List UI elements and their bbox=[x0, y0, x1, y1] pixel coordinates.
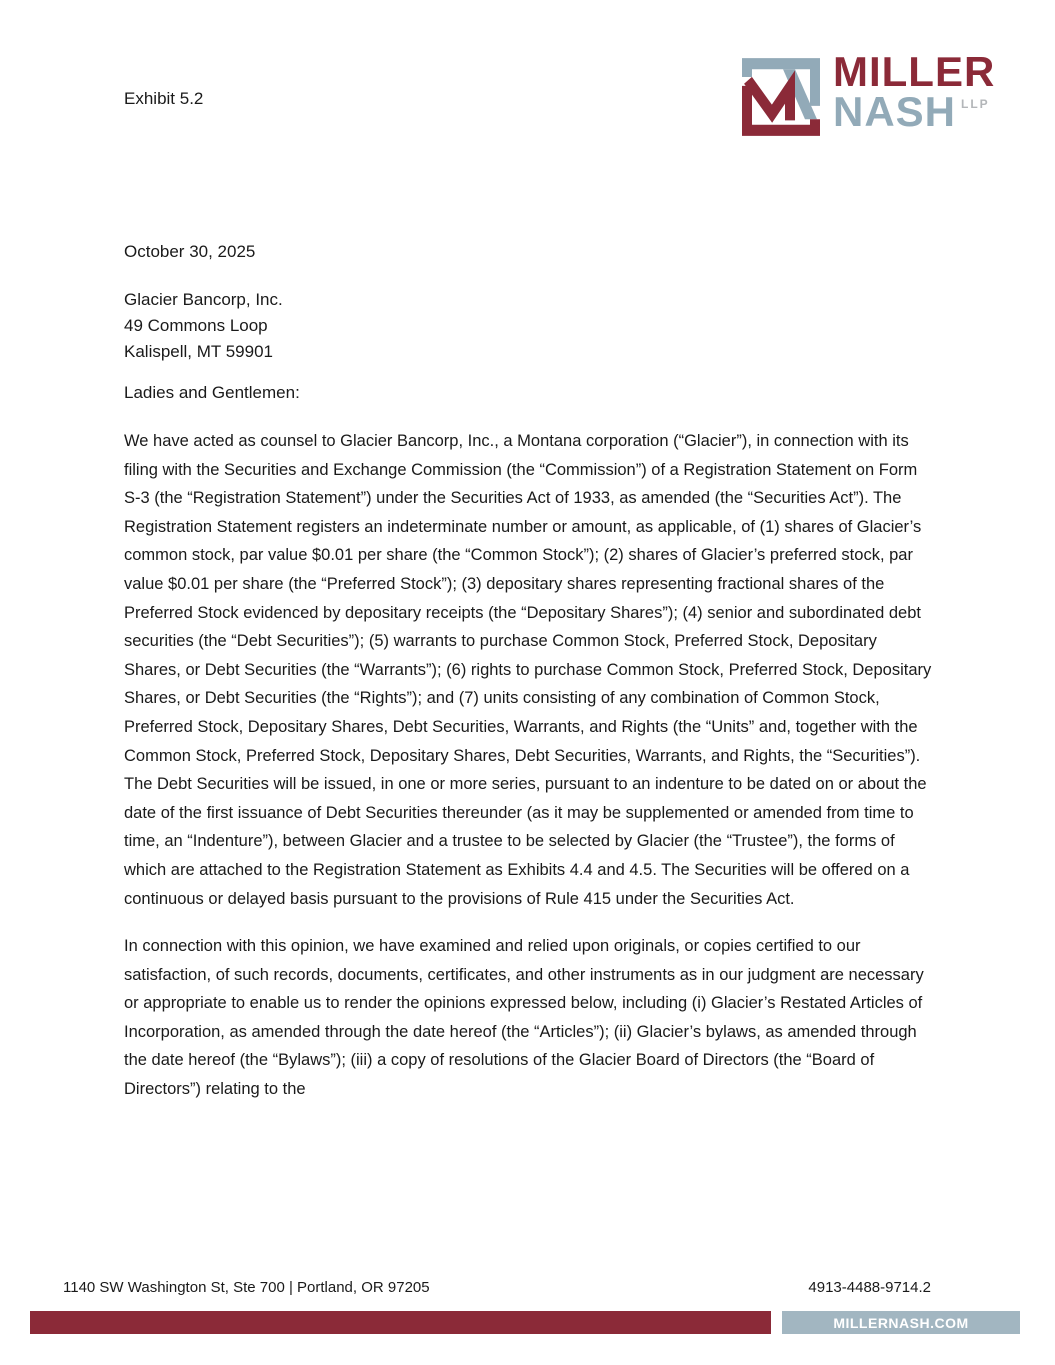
logo-word-nash: NASH bbox=[833, 88, 957, 135]
logo-row-nash bbox=[833, 88, 995, 142]
recipient-city-state-zip: Kalispell, MT 59901 bbox=[124, 342, 273, 361]
body-paragraph-2: In connection with this opinion, we have examined and relied upon originals, or copies certified to our satisfaction, of such records, documents, certificates, and other instruments as in our judgment are necessary or appropriate to enable us to render the opinions expressed below, including (i) Glacier’s Restated Articles of Incorporation, as amended through the date hereof (the “Articles”); (ii) Glacier’s bylaws, as amended through the date hereof (the “Bylaws”); (iii) a copy of resolutions of the Glacier Board of Directors (the “Board of Directors”) relating to the bbox=[124, 937, 924, 1099]
footer-document-number: 4913-4488-9714.2 bbox=[808, 1279, 931, 1296]
recipient-address-block bbox=[124, 287, 283, 365]
logo-word-miller: MILLER bbox=[833, 48, 996, 95]
miller-nash-logo bbox=[741, 48, 996, 142]
letter-date: October 30, 2025 bbox=[124, 242, 256, 261]
salutation: Ladies and Gentlemen: bbox=[124, 383, 300, 402]
miller-nash-monogram-icon bbox=[741, 57, 821, 137]
letter-body bbox=[124, 427, 936, 1123]
logo-suffix-llp: LLP bbox=[961, 97, 990, 111]
recipient-name: Glacier Bancorp, Inc. bbox=[124, 290, 283, 309]
exhibit-label: Exhibit 5.2 bbox=[124, 89, 204, 108]
footer-red-bar bbox=[30, 1311, 771, 1334]
footer-office-address: 1140 SW Washington St, Ste 700 | Portland, OR 97205 bbox=[63, 1279, 430, 1296]
body-paragraph-1: We have acted as counsel to Glacier Bancorp, Inc., a Montana corporation (“Glacier”), in connection with its filing with the Securities and Exchange Commission (the “Commission”) of a Registration Statement on Form S-3 (the “Registration Statement”) under the Securities Act of 1933, as amended (the “Securities Act”). The Registration Statement registers an indeterminate number or amount, as applicable, of (1) shares of Glacier’s common stock, par value $0.01 per share (the “Common Stock”); (2) shares of Glacier’s preferred stock, par value $0.01 per share (the “Preferred Stock”); (3) depositary shares representing fractional shares of the Preferred Stock evidenced by depositary receipts (the “Depositary Shares”); (4) senior and subordinated debt securities (the “Debt Securities”); (5) warrants to purchase Common Stock, Preferred Stock, Depositary Shares, or Debt Securities (the “Warrants”); (6) rights to purchase Common Stock, Preferred Stock, Depositary Shares, or Debt Securities (the “Rights”); and (7) units consisting of any combination of Common Stock, Preferred Stock, Depositary Shares, Debt Securities, Warrants, and Rights (the “Units” and, together with the Common Stock, Preferred Stock, Depositary Shares, Debt Securities, Warrants, and Rights, the “Securities”). The Debt Securities will be issued, in one or more series, pursuant to an indenture to be dated on or about the date of the first issuance of Debt Securities thereunder (as it may be supplemented or amended from time to time, an “Indenture”), between Glacier and a trustee to be selected by Glacier (the “Trustee”), the forms of which are attached to the Registration Statement as Exhibits 4.4 and 4.5. The Securities will be offered on a continuous or delayed basis pursuant to the provisions of Rule 415 under the Securities Act. bbox=[124, 432, 932, 908]
logo-wordmark bbox=[833, 48, 996, 142]
footer-website-bar bbox=[782, 1311, 1020, 1334]
footer-website-text: MILLERNASH.COM bbox=[833, 1314, 969, 1331]
recipient-street: 49 Commons Loop bbox=[124, 316, 268, 335]
